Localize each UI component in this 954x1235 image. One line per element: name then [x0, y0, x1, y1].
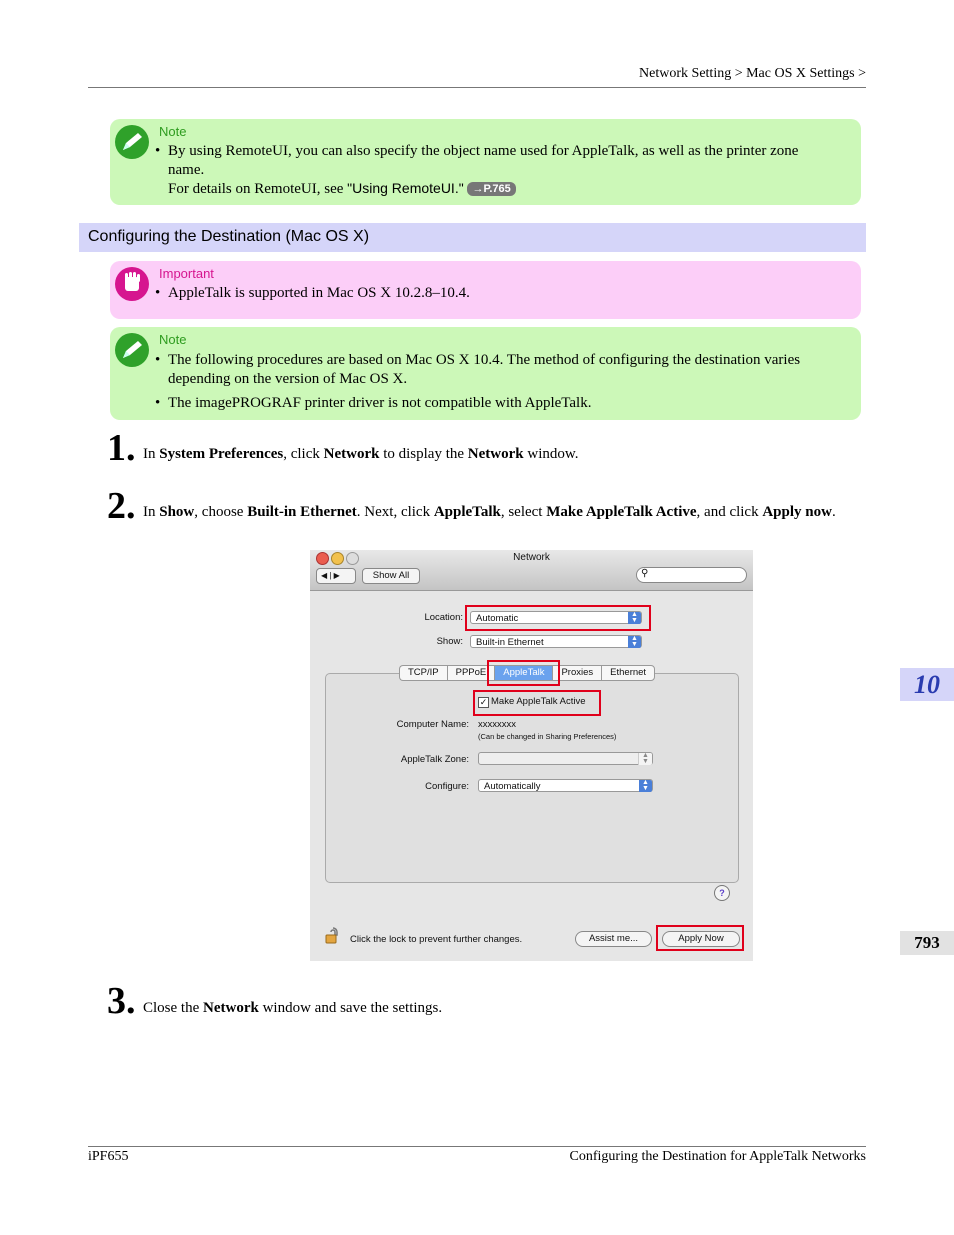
- checkbox-label: Make AppleTalk Active: [491, 696, 586, 707]
- note-details-prefix: For details on RemoteUI, see: [168, 181, 348, 197]
- apply-now-button[interactable]: Apply Now: [662, 931, 740, 947]
- assist-me-button[interactable]: Assist me...: [575, 931, 652, 947]
- note-title: Note: [159, 124, 187, 139]
- note-details: [155, 179, 835, 199]
- lock-icon[interactable]: [324, 926, 342, 944]
- location-popup[interactable]: Automatic ▲ ▼: [470, 611, 642, 624]
- note-pencil-icon: [115, 125, 149, 159]
- breadcrumb: Network Setting > Mac OS X Settings >: [639, 66, 866, 81]
- popup-arrows-icon: ▲ ▼: [628, 612, 641, 624]
- highlight-location: [465, 605, 651, 631]
- note-pencil-icon: [115, 333, 149, 367]
- step-number: 2.: [107, 485, 136, 527]
- step-number: 3.: [107, 980, 136, 1022]
- window-title: Network: [513, 552, 550, 563]
- popup-arrows-icon: ▲ ▼: [628, 636, 641, 648]
- make-appletalk-active-checkbox[interactable]: ✓: [479, 697, 488, 707]
- configure-label: Configure:: [425, 781, 469, 792]
- section-title: Configuring the Destination (Mac OS X): [88, 228, 370, 245]
- important-text: AppleTalk is supported in Mac OS X 10.2.8–10.4.: [168, 285, 470, 301]
- tab-appletalk[interactable]: AppleTalk: [494, 665, 552, 681]
- note-box-2: [110, 327, 861, 420]
- note-text: By using RemoteUI, you can also specify the object name used for AppleTalk, as well as the printer zone name.: [168, 143, 799, 178]
- lock-text: Click the lock to prevent further changes.: [350, 934, 523, 945]
- help-button[interactable]: ?: [714, 885, 730, 901]
- section-header: [79, 223, 866, 252]
- highlight-checkbox: [473, 690, 601, 716]
- page-ref-badge[interactable]: →P.765: [467, 182, 515, 196]
- popup-arrows-icon: ▲ ▼: [638, 753, 652, 765]
- show-all-button[interactable]: Show All: [362, 568, 420, 584]
- back-forward-buttons[interactable]: ◀ | ▶: [316, 568, 356, 584]
- network-window-screenshot: [310, 550, 753, 961]
- computer-name-label: Computer Name:: [396, 719, 469, 730]
- step-text: In System Preferences, click Network to display the Network window.: [143, 446, 579, 462]
- step-text: In Show, choose Built-in Ethernet. Next, click AppleTalk, select Make AppleTalk Active, and click Apply now.: [143, 504, 836, 520]
- note-bullet: • By using RemoteUI, you can also specify the object name used for AppleTalk, as well as the printer zone name.: [155, 142, 835, 180]
- appletalk-zone-popup[interactable]: [478, 752, 653, 765]
- window-titlebar: [310, 550, 753, 591]
- show-popup[interactable]: Built-in Ethernet ▲ ▼: [470, 635, 642, 648]
- step-number: 1.: [107, 427, 136, 469]
- note-text: The following procedures are based on Mac OS X 10.4. The method of configuring the destination varies depending on the version of Mac OS X.: [168, 352, 801, 387]
- popup-arrows-icon: ▲ ▼: [639, 780, 652, 792]
- note-title: Note: [159, 332, 187, 347]
- tab-proxies[interactable]: Proxies: [552, 665, 601, 681]
- chapter-tab[interactable]: 10: [900, 668, 954, 701]
- highlight-apply-now: [656, 925, 744, 951]
- important-box: [110, 261, 861, 319]
- search-icon: ⚲: [641, 568, 649, 579]
- important-bullet: • AppleTalk is supported in Mac OS X 10.2.8–10.4.: [155, 284, 835, 303]
- show-label: Show:: [436, 636, 463, 647]
- important-title: Important: [159, 266, 214, 281]
- tab-tcpip[interactable]: TCP/IP: [399, 665, 447, 681]
- footer-model: iPF655: [88, 1149, 129, 1164]
- configure-popup[interactable]: Automatically ▲ ▼: [478, 779, 653, 792]
- footer-rule: [88, 1146, 866, 1147]
- search-field[interactable]: [636, 567, 747, 583]
- header-rule: [88, 87, 866, 88]
- note-bullet: • The imagePROGRAF printer driver is not compatible with AppleTalk.: [155, 394, 835, 413]
- step-text: Close the Network window and save the settings.: [143, 1000, 443, 1016]
- remoteui-link[interactable]: "Using RemoteUI.": [347, 180, 464, 196]
- appletalk-zone-label: AppleTalk Zone:: [400, 754, 469, 765]
- computer-name-value: xxxxxxxx: [478, 719, 516, 730]
- tab-pppoe[interactable]: PPPoE: [447, 665, 495, 681]
- computer-name-hint: (Can be changed in Sharing Preferences): [478, 732, 617, 741]
- note-box: [110, 119, 861, 205]
- page-number: 793: [900, 931, 954, 955]
- footer-section: Configuring the Destination for AppleTalk Networks: [569, 1149, 866, 1164]
- note-bullet: • The following procedures are based on Mac OS X 10.4. The method of configuring the destination varies depending on the version of Mac OS X.: [155, 351, 835, 389]
- important-hand-icon: [115, 267, 149, 301]
- note-text: The imagePROGRAF printer driver is not compatible with AppleTalk.: [168, 395, 592, 411]
- tab-ethernet[interactable]: Ethernet: [601, 665, 655, 681]
- location-label: Location:: [424, 612, 463, 623]
- highlight-appletalk-tab: [487, 660, 560, 686]
